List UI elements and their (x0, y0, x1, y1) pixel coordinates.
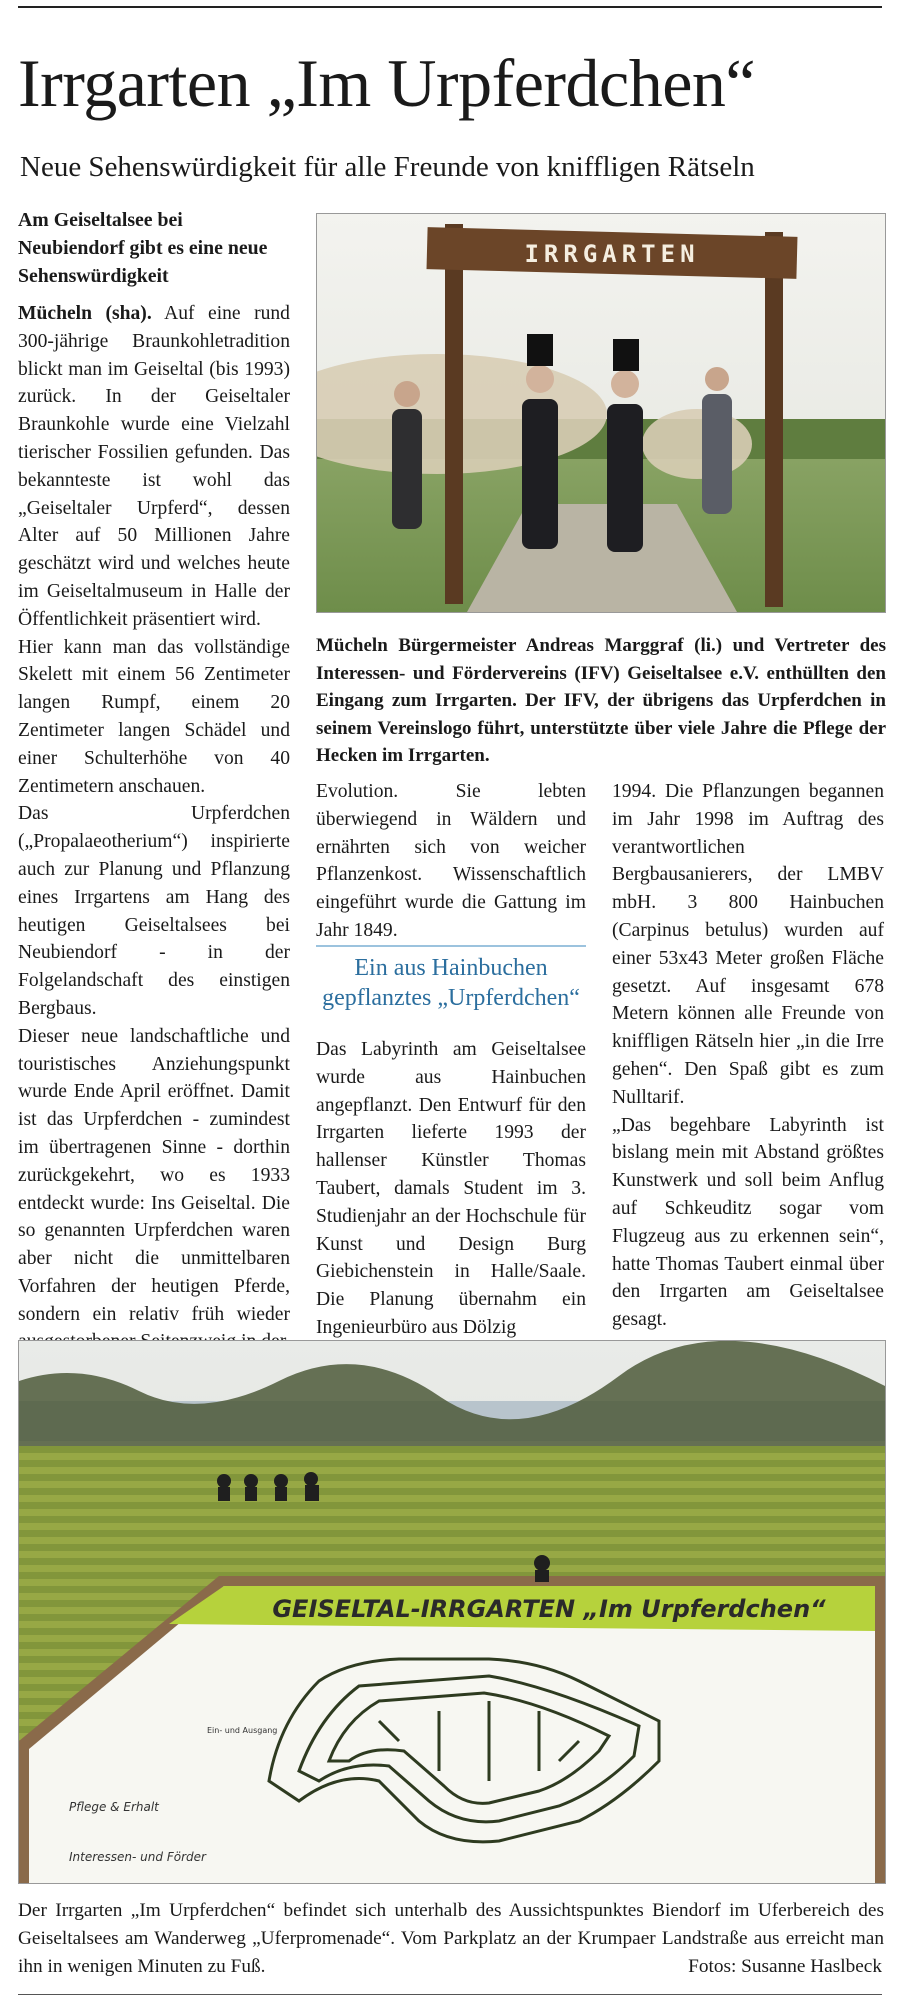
bottom-rule (18, 1994, 882, 1995)
paragraph: Hier kann man das vollständige Skelett mit einem 56 Zentimeter langen Rumpf, einem 20 Zentimeter langen Schädel und einer Schulterhöhe von 40 Zentimetern anschauen. (18, 636, 290, 797)
column-3 (612, 778, 884, 1334)
column-2-bottom (316, 1036, 586, 1342)
paragraph: Das Labyrinth am Geiseltalsee wurde aus Hainbuchen angepflanzt. Den Entwurf für den Irrgarten lieferte 1993 der hallenser Künstler Thomas Taubert, damals Student im 3. Studienjahr an der Hochschule für Kunst und Design Burg Giebichenstein in Halle/Saale. Die Planung übernahm ein Ingenieurbüro aus Dölzig (316, 1039, 586, 1338)
column-1 (18, 206, 290, 1356)
headline: Irrgarten „Im Urpferdchen“ (18, 45, 756, 121)
gate-sign-text: IRRGARTEN (524, 240, 700, 268)
column-2-top (316, 778, 586, 945)
board-title: GEISELTAL-IRRGARTEN „Im Urpferdchen“ (272, 1595, 826, 1623)
subheadline: Neue Sehenswürdigkeit für alle Freunde von kniffligen Rätseln (20, 151, 755, 183)
pull-quote: Ein aus Hainbuchen gepflanztes „Urpferdchen“ (316, 945, 586, 1013)
paragraph: Evolution. Sie lebten überwiegend in Wäldern und ernährten sich von weicher Pflanzenkost. Wissenschaftlich eingeführt wurde die Gattung im Jahr 1849. (316, 781, 586, 941)
photo-caption-2: Der Irrgarten „Im Urpferdchen“ befindet sich unterhalb des Aussichtspunktes Biendorf im Uferbereich des Geiseltalsees am Wanderweg „Uferpromenade“. Vom Parkplatz an der Krumpaer Landstraße aus erreicht man ihn in wenigen Minuten zu Fuß. (18, 1900, 884, 1977)
paragraph: „Das begehbare Labyrinth ist bislang mein mit Abstand größtes Kunstwerk und soll beim Anflug auf Schkeuditz sogar vom Flugzeug aus zu erkennen sein“, hatte Thomas Taubert einmal über den Irrgarten am Geiseltalsee gesagt. (612, 1114, 884, 1331)
board-label-entrance: Ein- und Ausgang (207, 1726, 278, 1735)
paragraph: Das Urpferdchen („Propalaeotherium“) inspirierte auch zur Planung und Pflanzung eines Irrgartens am Hang des heutigen Geiseltalsees bei Neubiendorf - in der Folgelandschaft des einstigen Bergbaus. (18, 803, 290, 1019)
board-label-care: Pflege & Erhalt (69, 1800, 159, 1814)
dateline: Mücheln (sha). (18, 303, 152, 324)
photo-irrgarten-gate (316, 213, 886, 613)
paragraph-text: Auf eine rund 300-jährige Braunkohletradition blickt man im Geiseltal (bis 1993) zurück. In der Geiseltaler Braunkohle wurde eine Vielzahl tierischer Fossilien gefunden. Das bekannteste ist wohl das „Geiseltaler Urpferd“, dessen Alter auf 50 Millionen Jahre geschätzt wird und welches heute im Geiseltalmuseum in Halle der Öffentlichkeit präsentiert wird. (18, 303, 290, 630)
photo-credit: Fotos: Susanne Haslbeck (688, 1956, 882, 1977)
lead-text: Am Geiseltalsee bei Neubiendorf gibt es eine neue Sehenswürdigkeit (18, 209, 268, 287)
paragraph: 1994. Die Pflanzungen begannen im Jahr 1998 im Auftrag des verantwortlichen Bergbausanierers, der LMBV mbH. 3 800 Hainbuchen (Carpinus betulus) wurden auf einer 53x43 Meter großen Fläche gesetzt. Auf insgesamt 678 Metern können alle Freunde von kniffligen Rätseln hier „in die Irre gehen“. Den Spaß gibt es zum Nulltarif. (612, 781, 884, 1108)
photo-caption-1: Mücheln Bürgermeister Andreas Marggraf (li.) und Vertreter des Interessen- und Fördervereins (IFV) Geiseltalsee e.V. enthüllten den Eingang zum Irrgarten. Der IFV, der übrigens das Urpferdchen in seinem Vereinslogo führt, unterstützte über viele Jahre die Pflege der Hecken im Irrgarten. (316, 635, 886, 766)
photo-labyrinth (18, 1340, 886, 1884)
paragraph (18, 300, 290, 634)
top-rule (18, 6, 882, 8)
board-label-association: Interessen- und Förder (69, 1850, 206, 1864)
paragraph: Dieser neue landschaftliche und touristisches Anziehungspunkt wurde Ende April eröffnet. Damit ist das Urpferdchen - zumindest im übertragenen Sinne - dorthin zurückgekehrt, wo es 1933 entdeckt wurde: Ins Geiseltal. Die so genannten Urpferdchen waren aber nicht die unmittelbaren Vorfahren der heutigen Pferde, sondern ein relativ früh wieder (18, 1025, 290, 1325)
